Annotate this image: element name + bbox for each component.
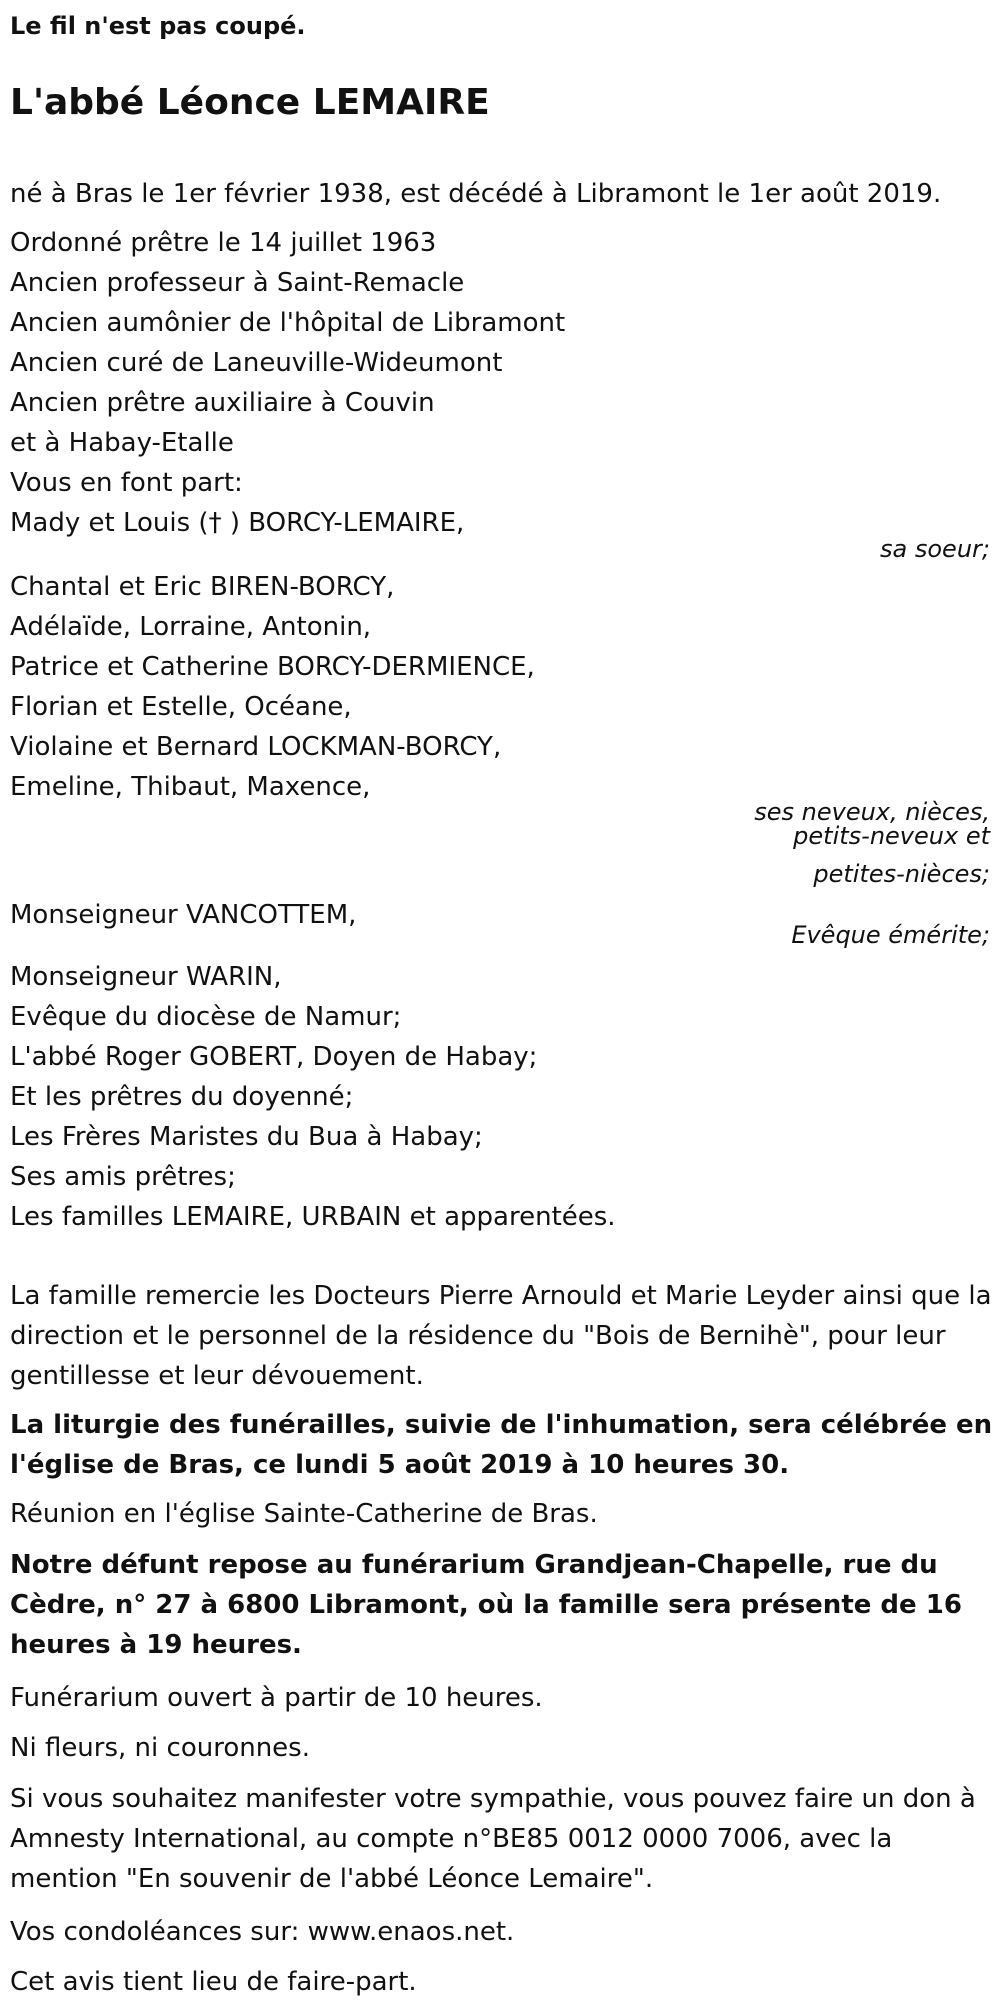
nephews-role: ses neveux, nièces, xyxy=(754,798,990,826)
liturgy-paragraph: La liturgie des funérailles, suivie de l'inhumation, sera célébrée en l'église de Bras, ce lundi 5 août 2019 à 10 heures 30. xyxy=(10,1410,993,1480)
meeting-paragraph: Réunion en l'église Sainte-Catherine de Bras. xyxy=(10,1499,598,1529)
career-line: Ancien curé de Laneuville-Wideumont xyxy=(10,348,503,378)
career-line: Ancien aumônier de l'hôpital de Libramont xyxy=(10,308,566,338)
bishop-emeritus-role: Evêque émérite; xyxy=(791,921,990,949)
participant-line: L'abbé Roger GOBERT, Doyen de Habay; xyxy=(10,1042,538,1072)
nephews-role: petites-nièces; xyxy=(813,860,990,888)
participant-line: Les Frères Maristes du Bua à Habay; xyxy=(10,1122,483,1152)
nephew-line: Adélaïde, Lorraine, Antonin, xyxy=(10,612,372,642)
career-line: Ancien prêtre auxiliaire à Couvin xyxy=(10,388,435,418)
participant-line: Ses amis prêtres; xyxy=(10,1162,236,1192)
career-line: Ordonné prêtre le 14 juillet 1963 xyxy=(10,228,437,258)
header-tagline: Le fil n'est pas coupé. xyxy=(10,12,306,40)
nephew-line: Florian et Estelle, Océane, xyxy=(10,692,352,722)
nephew-line: Chantal et Eric BIREN-BORCY, xyxy=(10,572,395,602)
nephew-line: Emeline, Thibaut, Maxence, xyxy=(10,772,371,802)
participant-line: Monseigneur WARIN, xyxy=(10,962,282,992)
bishop-emeritus: Monseigneur VANCOTTEM, xyxy=(10,900,357,930)
career-line: et à Habay-Etalle xyxy=(10,428,234,458)
notice-paragraph: Cet avis tient lieu de faire-part. xyxy=(10,1967,417,1997)
opening-paragraph: Funérarium ouvert à partir de 10 heures. xyxy=(10,1683,543,1713)
intro-text: né à Bras le 1er février 1938, est décédé à Libramont le 1er août 2019. xyxy=(10,179,942,209)
nephews-role: petits-neveux et xyxy=(793,822,990,850)
thanks-paragraph: La famille remercie les Docteurs Pierre Arnould et Marie Leyder ainsi que la direction et le personnel de la résidence du "Bois de Bernihè", pour leur gentillesse et leur dévouement. xyxy=(10,1281,992,1391)
funeral-home-paragraph: Notre défunt repose au funérarium Grandjean-Chapelle, rue du Cèdre, n° 27 à 6800 Libramont, où la famille sera présente de 16 heures à 19 heures. xyxy=(10,1550,962,1660)
career-line: Ancien professeur à Saint-Remacle xyxy=(10,268,465,298)
announcement-intro: Vous en font part: xyxy=(10,468,243,498)
participant-line: Et les prêtres du doyenné; xyxy=(10,1082,354,1112)
participant-line: Evêque du diocèse de Namur; xyxy=(10,1002,402,1032)
condolences-paragraph: Vos condoléances sur: www.enaos.net. xyxy=(10,1917,515,1947)
sister-line: Mady et Louis († ) BORCY-LEMAIRE, xyxy=(10,508,465,538)
deceased-name: L'abbé Léonce LEMAIRE xyxy=(10,82,490,123)
flowers-paragraph: Ni fleurs, ni couronnes. xyxy=(10,1733,310,1763)
nephew-line: Violaine et Bernard LOCKMAN-BORCY, xyxy=(10,732,502,762)
sister-role: sa soeur; xyxy=(880,535,990,563)
donation-paragraph: Si vous souhaitez manifester votre sympathie, vous pouvez faire un don à Amnesty International, au compte n°BE85 0012 0000 7006, avec la mention "En souvenir de l'abbé Léonce Lemaire". xyxy=(10,1784,976,1894)
nephew-line: Patrice et Catherine BORCY-DERMIENCE, xyxy=(10,652,535,682)
participant-line: Les familles LEMAIRE, URBAIN et apparentées. xyxy=(10,1202,616,1232)
